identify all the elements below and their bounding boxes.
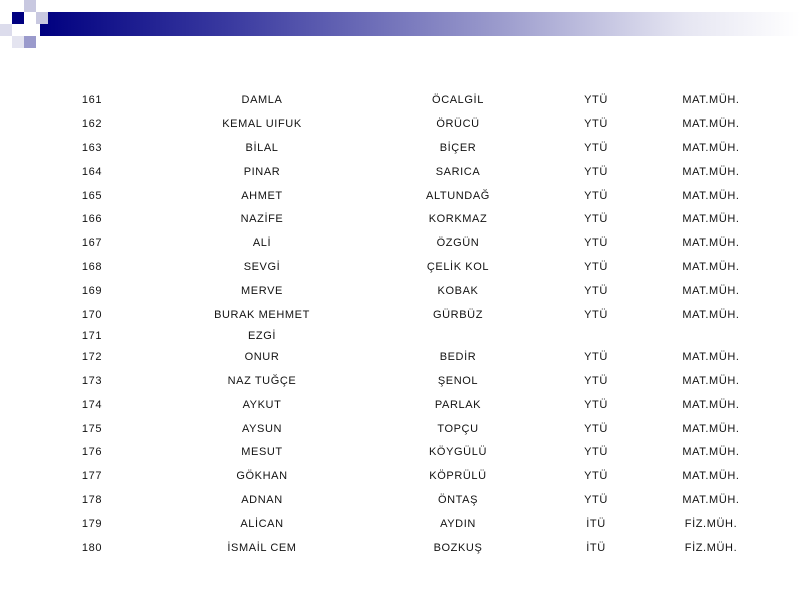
university-cell: İTÜ bbox=[586, 541, 606, 554]
table-row bbox=[50, 345, 756, 369]
department-cell: MAT.MÜH. bbox=[682, 398, 740, 411]
department-cell: MAT.MÜH. bbox=[682, 308, 740, 321]
first-name-cell: MERVE bbox=[241, 285, 283, 298]
first-name-cell: AHMET bbox=[241, 189, 283, 202]
first-name-cell: ONUR bbox=[244, 350, 280, 363]
first-name-cell: EZGİ bbox=[247, 329, 277, 342]
table-row bbox=[50, 184, 756, 208]
university-cell: YTÜ bbox=[584, 189, 608, 202]
department-cell: MAT.MÜH. bbox=[682, 117, 740, 130]
university-cell: YTÜ bbox=[584, 117, 608, 130]
university-cell: YTÜ bbox=[584, 237, 608, 250]
row-number-cell: 168 bbox=[81, 261, 103, 274]
row-number-cell: 170 bbox=[81, 308, 103, 321]
row-number-cell: 175 bbox=[81, 422, 103, 435]
table-row bbox=[50, 512, 756, 536]
department-cell: FİZ.MÜH. bbox=[684, 518, 738, 531]
table-row bbox=[50, 279, 756, 303]
table-row bbox=[50, 417, 756, 441]
table-row bbox=[50, 327, 756, 345]
university-cell: YTÜ bbox=[584, 374, 608, 387]
row-number-cell: 165 bbox=[81, 189, 103, 202]
university-cell bbox=[526, 327, 666, 345]
last-name-cell: KÖPRÜLÜ bbox=[429, 470, 487, 483]
header-gradient-bar bbox=[40, 12, 800, 36]
department-cell: MAT.MÜH. bbox=[682, 261, 740, 274]
first-name-cell: MESUT bbox=[241, 446, 283, 459]
row-number-cell: 167 bbox=[81, 237, 103, 250]
table-row bbox=[50, 369, 756, 393]
row-number-cell: 176 bbox=[81, 446, 103, 459]
first-name-cell: PINAR bbox=[243, 165, 281, 178]
last-name-cell: KÖYGÜLÜ bbox=[429, 446, 487, 459]
table-row bbox=[50, 160, 756, 184]
department-cell: MAT.MÜH. bbox=[682, 494, 740, 507]
university-cell: YTÜ bbox=[584, 470, 608, 483]
department-cell: MAT.MÜH. bbox=[682, 470, 740, 483]
table-row bbox=[50, 136, 756, 160]
row-number-cell: 162 bbox=[81, 117, 103, 130]
last-name-cell: BOZKUŞ bbox=[433, 541, 483, 554]
row-number-cell: 163 bbox=[81, 141, 103, 154]
university-cell: YTÜ bbox=[584, 398, 608, 411]
table-row bbox=[50, 393, 756, 417]
row-number-cell: 169 bbox=[81, 285, 103, 298]
last-name-cell: SARICA bbox=[435, 165, 481, 178]
first-name-cell: ALİ bbox=[252, 237, 272, 250]
department-cell: MAT.MÜH. bbox=[682, 285, 740, 298]
department-cell: MAT.MÜH. bbox=[682, 446, 740, 459]
first-name-cell: AYSUN bbox=[241, 422, 283, 435]
last-name-cell bbox=[390, 327, 526, 345]
last-name-cell: GÜRBÜZ bbox=[432, 308, 484, 321]
department-cell: MAT.MÜH. bbox=[682, 350, 740, 363]
first-name-cell: AYKUT bbox=[242, 398, 282, 411]
row-number-cell: 172 bbox=[81, 350, 103, 363]
last-name-cell: BEDİR bbox=[439, 350, 477, 363]
first-name-cell: DAMLA bbox=[241, 93, 283, 106]
row-number-cell: 180 bbox=[81, 541, 103, 554]
row-number-cell: 173 bbox=[81, 374, 103, 387]
table-row bbox=[50, 88, 756, 112]
university-cell: YTÜ bbox=[584, 213, 608, 226]
department-cell: MAT.MÜH. bbox=[682, 93, 740, 106]
first-name-cell: SEVGİ bbox=[243, 261, 281, 274]
row-number-cell: 171 bbox=[81, 329, 103, 342]
department-cell: FİZ.MÜH. bbox=[684, 541, 738, 554]
first-name-cell: ALİCAN bbox=[240, 518, 284, 531]
table-row bbox=[50, 464, 756, 488]
university-cell: YTÜ bbox=[584, 308, 608, 321]
roster-body bbox=[50, 88, 756, 560]
university-cell: YTÜ bbox=[584, 285, 608, 298]
table-row bbox=[50, 303, 756, 327]
row-number-cell: 178 bbox=[81, 494, 103, 507]
department-cell: MAT.MÜH. bbox=[682, 374, 740, 387]
table-row bbox=[50, 488, 756, 512]
department-cell: MAT.MÜH. bbox=[682, 141, 740, 154]
header-square-dark bbox=[12, 12, 24, 24]
row-number-cell: 161 bbox=[81, 93, 103, 106]
department-cell: MAT.MÜH. bbox=[682, 213, 740, 226]
university-cell: YTÜ bbox=[584, 93, 608, 106]
table-row bbox=[50, 440, 756, 464]
header-square-light bbox=[12, 36, 24, 48]
header-square-mid bbox=[24, 36, 36, 48]
first-name-cell: ADNAN bbox=[241, 494, 283, 507]
last-name-cell: AYDIN bbox=[440, 518, 476, 531]
last-name-cell: ALTUNDAĞ bbox=[426, 189, 490, 202]
student-roster-table bbox=[50, 88, 756, 560]
header-square-light bbox=[0, 24, 12, 36]
last-name-cell: ÖRÜCÜ bbox=[436, 117, 480, 130]
university-cell: YTÜ bbox=[584, 261, 608, 274]
first-name-cell: GÖKHAN bbox=[236, 470, 288, 483]
header-square-light bbox=[36, 12, 48, 24]
first-name-cell: BURAK MEHMET bbox=[214, 308, 310, 321]
header-square-light bbox=[24, 0, 36, 12]
last-name-cell: ÖNTAŞ bbox=[437, 494, 479, 507]
last-name-cell: TOPÇU bbox=[437, 422, 479, 435]
department-cell: MAT.MÜH. bbox=[682, 422, 740, 435]
university-cell: İTÜ bbox=[586, 518, 606, 531]
last-name-cell: PARLAK bbox=[434, 398, 482, 411]
university-cell: YTÜ bbox=[584, 422, 608, 435]
department-cell: MAT.MÜH. bbox=[682, 237, 740, 250]
university-cell: YTÜ bbox=[584, 494, 608, 507]
department-cell: MAT.MÜH. bbox=[682, 165, 740, 178]
university-cell: YTÜ bbox=[584, 350, 608, 363]
row-number-cell: 179 bbox=[81, 518, 103, 531]
last-name-cell: ÖCALGİL bbox=[432, 93, 484, 106]
row-number-cell: 177 bbox=[81, 470, 103, 483]
last-name-cell: BİÇER bbox=[439, 141, 477, 154]
first-name-cell: NAZİFE bbox=[240, 213, 284, 226]
department-cell bbox=[666, 327, 756, 345]
first-name-cell: KEMAL UIFUK bbox=[222, 117, 302, 130]
last-name-cell: ÖZGÜN bbox=[436, 237, 480, 250]
last-name-cell: KOBAK bbox=[437, 285, 479, 298]
table-row bbox=[50, 536, 756, 560]
table-row bbox=[50, 112, 756, 136]
first-name-cell: İSMAİL CEM bbox=[227, 541, 297, 554]
first-name-cell: NAZ TUĞÇE bbox=[227, 374, 297, 387]
table-row bbox=[50, 207, 756, 231]
last-name-cell: KORKMAZ bbox=[428, 213, 488, 226]
university-cell: YTÜ bbox=[584, 141, 608, 154]
table-row bbox=[50, 231, 756, 255]
university-cell: YTÜ bbox=[584, 446, 608, 459]
university-cell: YTÜ bbox=[584, 165, 608, 178]
last-name-cell: ŞENOL bbox=[437, 374, 479, 387]
row-number-cell: 164 bbox=[81, 165, 103, 178]
slide-header-decoration bbox=[0, 0, 800, 48]
last-name-cell: ÇELİK KOL bbox=[426, 261, 490, 274]
table-row bbox=[50, 255, 756, 279]
row-number-cell: 174 bbox=[81, 398, 103, 411]
department-cell: MAT.MÜH. bbox=[682, 189, 740, 202]
first-name-cell: BİLAL bbox=[245, 141, 279, 154]
row-number-cell: 166 bbox=[81, 213, 103, 226]
